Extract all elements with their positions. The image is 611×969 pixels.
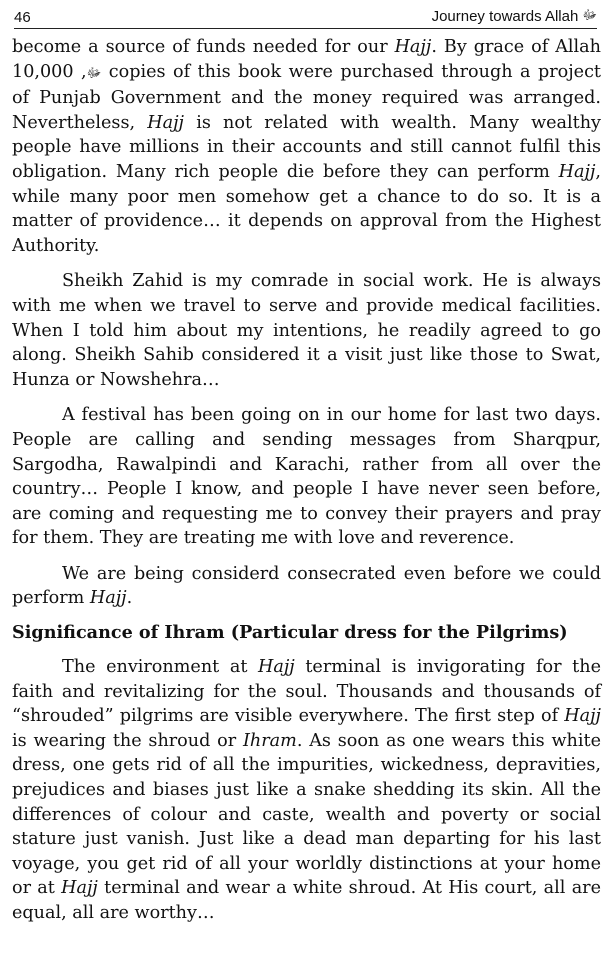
running-title-group [432,7,597,28]
text-run: become a source of funds needed for our [12,37,395,57]
text-run: The environment at [62,657,258,678]
italic-term: Hajj [89,588,127,609]
paragraph [12,403,601,551]
salutation-glyph: ﷻ [582,7,597,22]
running-title: Journey towards Allah [431,8,579,25]
italic-term: Ihram [242,730,297,751]
text-run: terminal and wear a white shroud. At His court, all are equal, all are worthy… [12,878,602,923]
intro-paragraphs [12,35,601,611]
page-body [12,29,601,926]
page-number: 46 [14,9,31,26]
text-run: Sheikh Zahid is my comrade in social work. He is always with me when we travel to serve and provide medical facilities. When I told him about my intentions, he readily agreed to go along. Sheikh Sahib considered it a visit just like those to Swat, Hunza or Nowshehra… [12,271,601,390]
italic-term: Hajj [147,112,185,133]
italic-term: Hajj [258,657,295,678]
text-run: A festival has been going on in our home for last two days. People are calling and sending messages from Sharqpur, Sargodha, Rawalpindi and Karachi, rather from all over the country… People I know, and people I have never seen before, are coming and requesting me to convey their prayers and pray for them. They are treating me with love and reverence. [12,405,601,549]
section-heading: Significance of Ihram (Particular dress for the Pilgrims) [12,622,568,644]
salutation-glyph: ﷻ [86,65,102,81]
section-paragraphs [12,655,601,926]
text-run: is wearing the shroud or [12,730,243,751]
paragraph [12,269,601,392]
text-run: , 10,000 copies of this book were purchased through a project of Punjab Government and the money required was arranged. Nevertheless, [12,61,602,133]
italic-term: Hajj [564,706,601,727]
text-run: . [126,588,133,609]
paragraph [12,35,601,258]
paragraph [12,655,601,926]
italic-term: Hajj [394,37,432,57]
text-run: . As soon as one wears this white dress, one gets rid of all the impurities, wickedness, depravities, prejudices and biases just like a snake shedding its skin. All the differences of colour and caste, wealth and poverty or social stature just vanish. Just like a dead man departing for his last voyage, you get rid of all your worldly distinctions at your home or at [12,730,601,899]
paragraph [12,562,601,611]
text-run: terminal is invigorating for the faith and revitalizing for the soul. Thousands and thousands of “shrouded” pilgrims are visible everywhere. The first step of [12,657,601,727]
text-run: , while many poor men somehow get a chance to do so. It is a matter of providence… it depends on approval from the Highest Authority. [12,161,601,256]
text-run: is not related with wealth. Many wealthy people have millions in their accounts and still cannot fulfil this obligation. Many rich people die before they can perform [12,112,601,182]
running-header [14,0,597,29]
italic-term: Hajj [61,878,98,899]
text-run: . By grace of Allah [431,37,601,57]
text-run: We are being considerd consecrated even before we could perform [12,563,601,609]
italic-term: Hajj [558,161,596,182]
